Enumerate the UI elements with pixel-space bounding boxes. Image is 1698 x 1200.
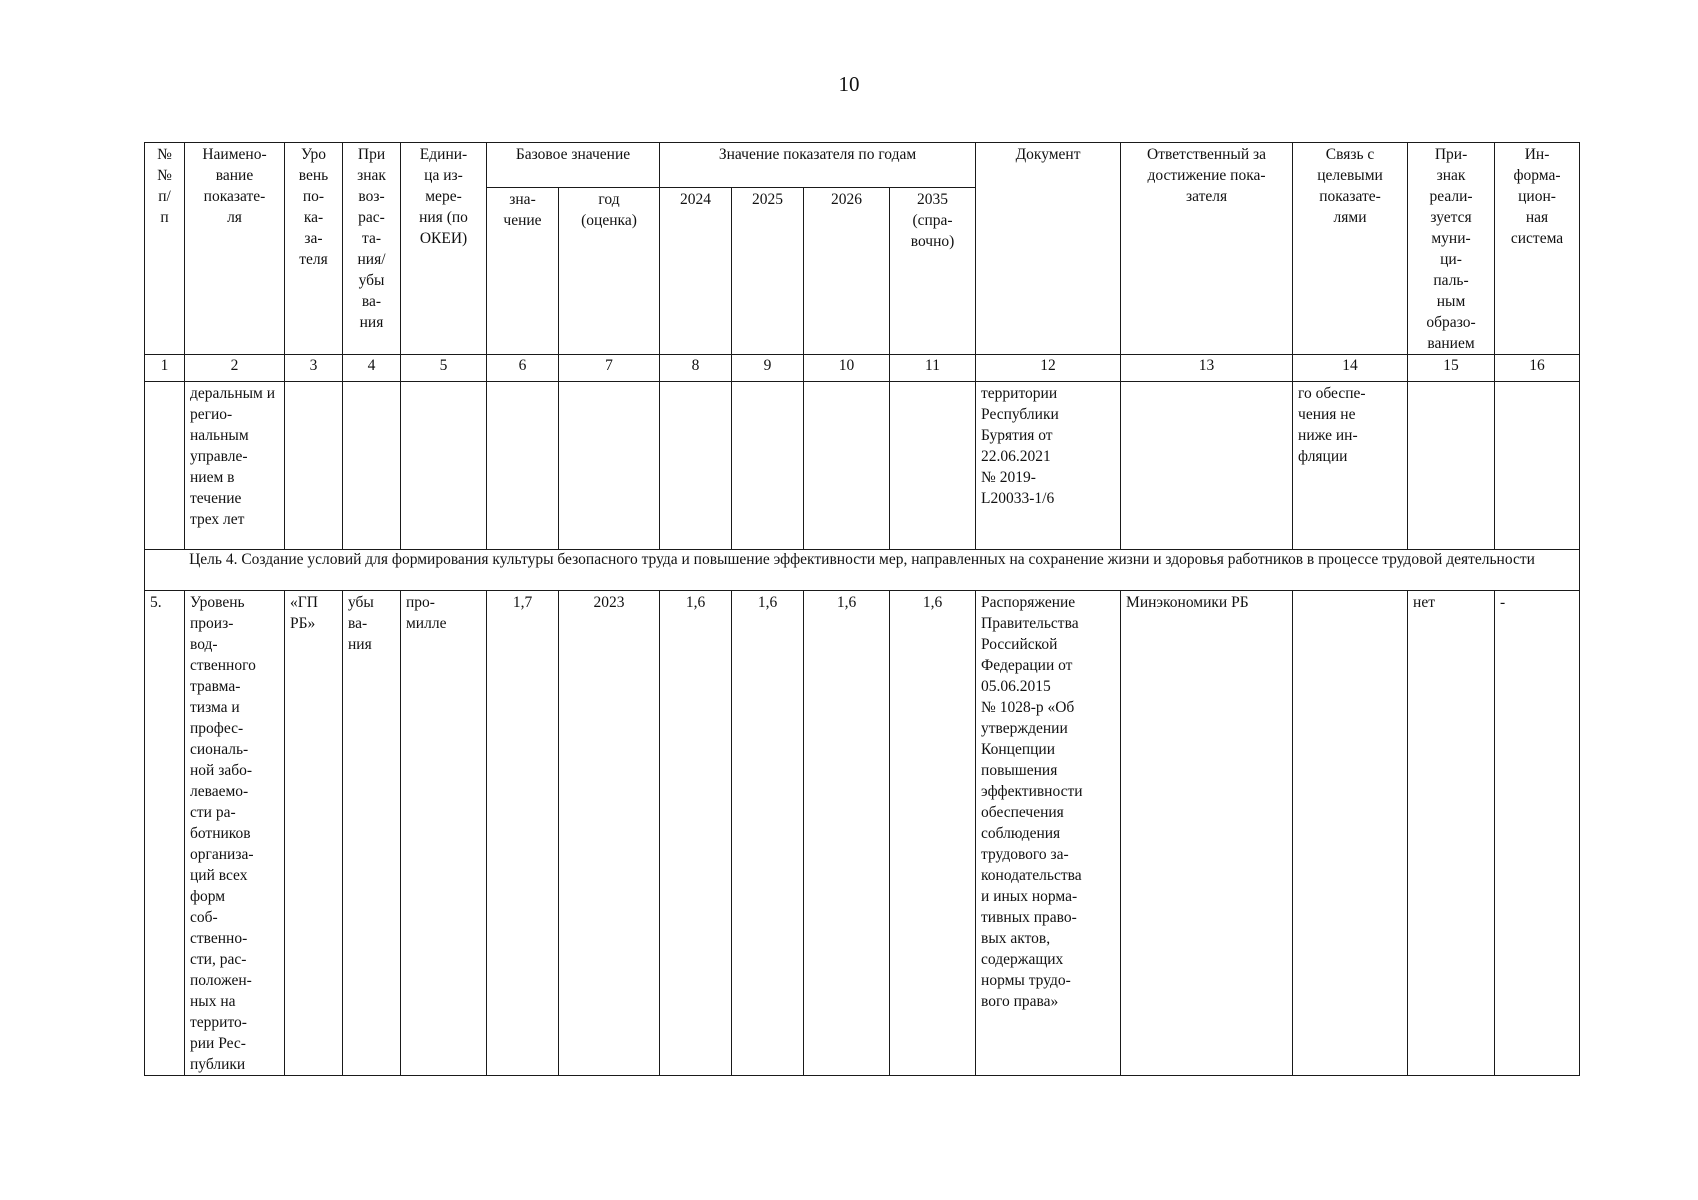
header-col-5: Едини- ца из- мере- ния (по ОКЕИ)	[401, 143, 487, 355]
empty-cell	[1121, 382, 1293, 550]
column-number: 12	[976, 355, 1121, 382]
indicator-trend: убы ва- ния	[343, 591, 401, 1076]
column-number: 7	[559, 355, 660, 382]
value-2024: 1,6	[660, 591, 732, 1076]
header-col-8: 2024	[660, 188, 732, 355]
header-col-13: Ответственный за достижение пока- зателя	[1121, 143, 1293, 355]
responsible-body: Минэкономики РБ	[1121, 591, 1293, 1076]
column-number: 2	[185, 355, 285, 382]
empty-cell	[559, 382, 660, 550]
column-number: 9	[732, 355, 804, 382]
empty-cell	[343, 382, 401, 550]
column-number: 6	[487, 355, 559, 382]
indicator-unit: про- милле	[401, 591, 487, 1076]
header-col-7: год (оценка)	[559, 188, 660, 355]
header-col-1: № № п/ п	[145, 143, 185, 355]
column-number: 1	[145, 355, 185, 382]
continuation-row	[145, 382, 1580, 550]
empty-cell	[487, 382, 559, 550]
empty-cell	[285, 382, 343, 550]
empty-cell	[1408, 382, 1495, 550]
page-number: 10	[838, 72, 860, 96]
indicator-name-continued: деральным и регио- нальным управле- нием в течение трех лет	[185, 382, 285, 550]
column-number: 15	[1408, 355, 1495, 382]
header-years-group: Значение показателя по годам	[660, 143, 976, 188]
indicator-row-5	[145, 591, 1580, 1076]
empty-cell	[890, 382, 976, 550]
column-number: 10	[804, 355, 890, 382]
column-number: 8	[660, 355, 732, 382]
empty-cell	[401, 382, 487, 550]
column-number: 16	[1495, 355, 1580, 382]
header-col-6: зна- чение	[487, 188, 559, 355]
link-continued: го обеспе- чения не ниже ин- фляции	[1293, 382, 1408, 550]
indicators-table	[144, 142, 1580, 1076]
column-number: 13	[1121, 355, 1293, 382]
column-number: 3	[285, 355, 343, 382]
empty-cell	[660, 382, 732, 550]
value-2035: 1,6	[890, 591, 976, 1076]
column-number: 5	[401, 355, 487, 382]
document-continued: территории Республики Бурятия от 22.06.2021 № 2019- L20033-1/6	[976, 382, 1121, 550]
municipal-flag: нет	[1408, 591, 1495, 1076]
goal-4-heading: Цель 4. Создание условий для формирования культуры безопасного труда и повышение эффективности мер, направленных на сохранение жизни и здоровья работников в процессе трудовой деятельности	[145, 550, 1580, 591]
column-number: 14	[1293, 355, 1408, 382]
empty-cell	[732, 382, 804, 550]
base-value: 1,7	[487, 591, 559, 1076]
header-col-16: Ин- форма- цион- ная система	[1495, 143, 1580, 355]
information-system: -	[1495, 591, 1580, 1076]
value-2026: 1,6	[804, 591, 890, 1076]
goal-row	[145, 550, 1580, 591]
empty-cell	[804, 382, 890, 550]
header-col-11: 2035 (спра- вочно)	[890, 188, 976, 355]
header-col-15: При- знак реали- зуется муни- ци- паль- ным образо- ванием	[1408, 143, 1495, 355]
header-base-value-group: Базовое значение	[487, 143, 660, 188]
target-link	[1293, 591, 1408, 1076]
column-number-row	[145, 355, 1580, 382]
indicator-name: Уровень произ- вод- ственного травма- тизма и профес- сиональ- ной забо- леваемо- сти ра- ботников организа- ций всех форм соб- ственно- сти, рас- положен- ных на террито- рии Рес- публики	[185, 591, 285, 1076]
header-col-4: При знак воз- рас- та- ния/ убы ва- ния	[343, 143, 401, 355]
header-col-14: Связь с целевыми показате- лями	[1293, 143, 1408, 355]
header-row-1	[145, 143, 1580, 188]
empty-cell	[1495, 382, 1580, 550]
header-col-12: Документ	[976, 143, 1121, 355]
indicator-document: Распоряжение Правительства Российской Федерации от 05.06.2015 № 1028-р «Об утверждении Концепции повышения эффективности обеспечения соблюдения трудового за- конодательства и иных норма- тивных право- вых актов, содержащих нормы трудо- вого права»	[976, 591, 1121, 1076]
header-col-2: Наимено- вание показате- ля	[185, 143, 285, 355]
indicator-level: «ГП РБ»	[285, 591, 343, 1076]
base-year: 2023	[559, 591, 660, 1076]
column-number: 4	[343, 355, 401, 382]
column-number: 11	[890, 355, 976, 382]
empty-cell	[145, 382, 185, 550]
header-col-3: Уро вень по- ка- за- теля	[285, 143, 343, 355]
row-number: 5.	[145, 591, 185, 1076]
value-2025: 1,6	[732, 591, 804, 1076]
header-col-10: 2026	[804, 188, 890, 355]
header-col-9: 2025	[732, 188, 804, 355]
